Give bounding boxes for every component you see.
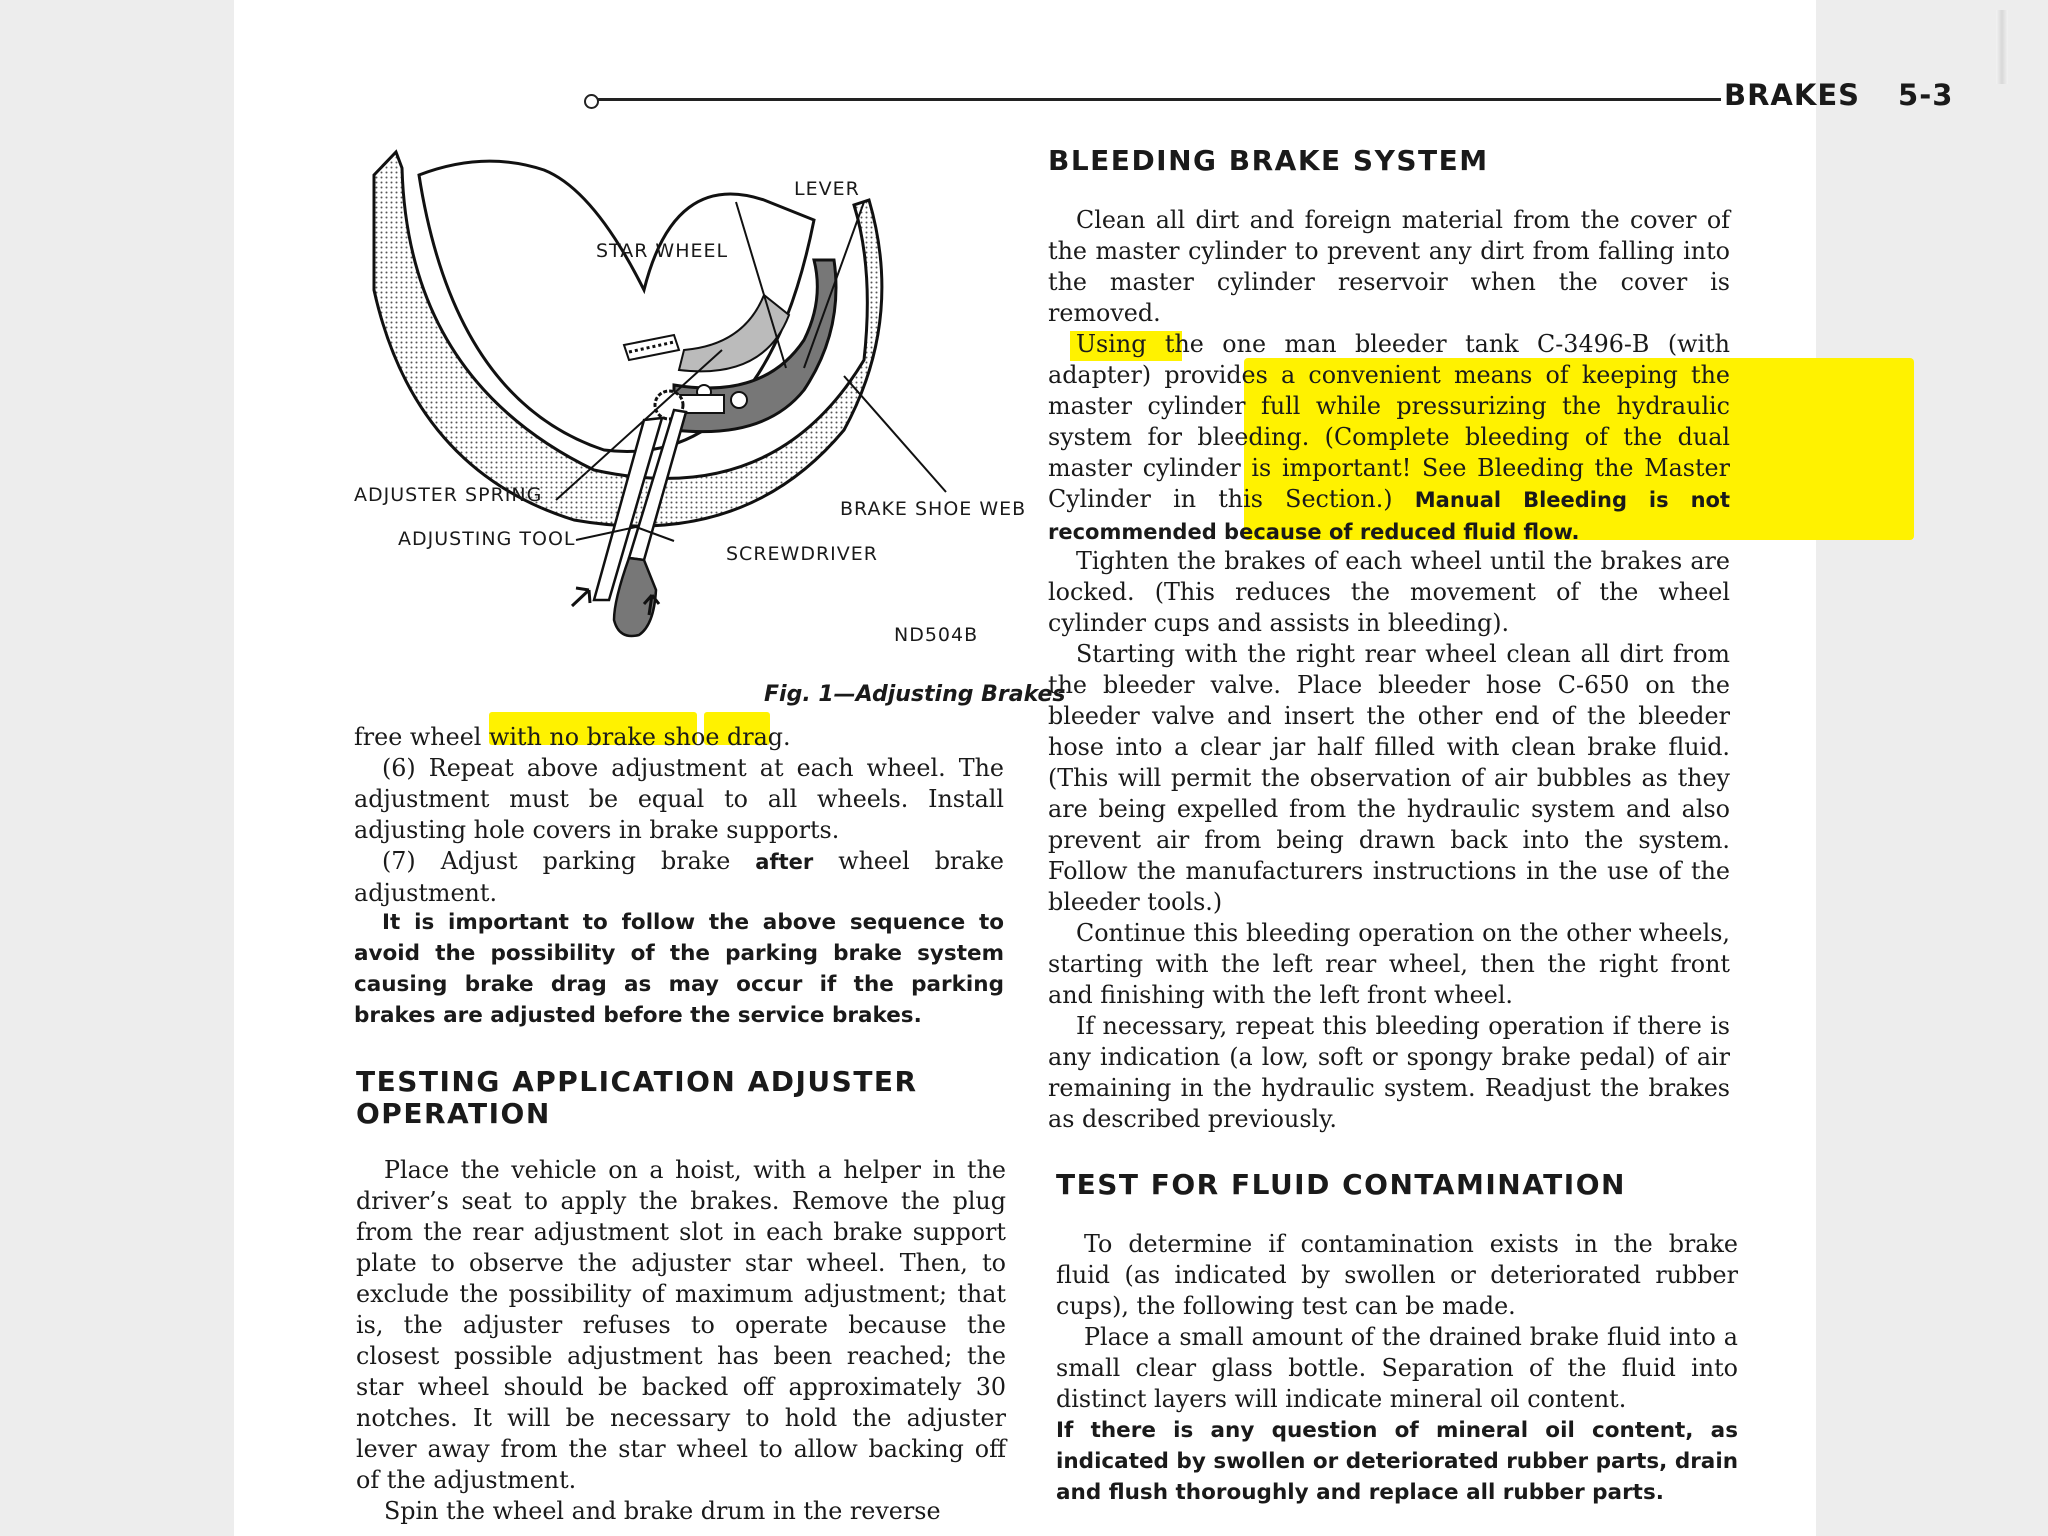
adjusting-brakes-figure (344, 130, 904, 650)
free-wheel-part-a: free wheel (354, 723, 489, 751)
label-adjuster-spring: ADJUSTER SPRING (354, 484, 543, 506)
bleed-paragraph-2 (1048, 329, 1730, 548)
leader-brake-shoe-web (844, 376, 946, 492)
bleed-text-6: If necessary, repeat this bleeding operation if there is any indication (a low, soft or spongy brake pedal) of air remaining in the hydraulic system. Readjust the brakes as described previously. (1048, 1012, 1730, 1133)
heading-testing-line2: OPERATION (356, 1097, 551, 1130)
fluid-warning-text: If there is any question of mineral oil content, as indicated by swollen or deteriorated rubber parts, drain and flush thoroughly and replace all rubber parts. (1056, 1418, 1738, 1505)
fluid-paragraph-1 (1056, 1229, 1738, 1322)
header-rule-circle (584, 94, 599, 109)
motion-arrow-left (572, 588, 590, 606)
shoe-hole-2 (731, 392, 747, 408)
free-wheel-part-c: . (783, 723, 791, 751)
testing-paragraph-2 (356, 1496, 1006, 1527)
bleed-text-2: Using the one man bleeder tank C-3496-B (with adapter) provides a convenient means of keeping the master cylinder full while pressurizing the hydraulic system for bleeding. (Complete bleeding of the dual master cylinder is important! See Bleeding the Master Cylinder in this Section.) (1048, 330, 1730, 513)
testing-text-1: Place the vehicle on a hoist, with a helper in the driver’s seat to apply the brakes. Remove the plug from the rear adjustment slot in each brake support plate to observe the adjuster star wheel. Then, to exclude the possibility of maximum adjustment; that is, the adjuster refuses to operate because the closest possible adjustment has been reached; the star wheel should be backed off approximately 30 notches. It will be necessary to hold the adjuster lever away from the star wheel to allow backing off of the adjustment. (356, 1156, 1006, 1494)
bleed-text-4: Starting with the right rear wheel clean all dirt from the bleeder valve. Place bleeder hose C-650 on the bleeder valve and insert the other end of the bleeder hose into a clear jar half filled with clean brake fluid. (This will permit the observation of air bubbles as they are being expelled from the hydraulic system and also prevent air from being drawn back into the system. Follow the manufacturers instructions in the use of the bleeder tools.) (1048, 640, 1730, 916)
heading-testing-line1: TESTING APPLICATION ADJUSTER (356, 1065, 918, 1098)
fluid-warning (1056, 1415, 1738, 1508)
bleed-paragraph-3 (1048, 546, 1730, 639)
step-7-part-a: (7) Adjust parking brake (382, 847, 756, 875)
label-brake-shoe-web: BRAKE SHOE WEB (840, 498, 1027, 520)
testing-text-2: Spin the wheel and brake drum in the reverse (384, 1497, 941, 1525)
label-adjusting-tool: ADJUSTING TOOL (398, 528, 576, 550)
bleed-text-2-bold: Manual Bleeding is not recommended because of reduced fluid flow. (1048, 488, 1730, 544)
step-7-part-c: wheel brake adjustment. (354, 847, 1004, 907)
bleed-paragraph-5 (1048, 918, 1730, 1011)
label-star-wheel: STAR WHEEL (596, 240, 729, 262)
bleed-paragraph-4 (1048, 639, 1730, 918)
bleed-paragraph-1 (1048, 205, 1730, 329)
bleed-text-3: Tighten the brakes of each wheel until the brakes are locked. (This reduces the movement of the wheel cylinder cups and assists in bleeding). (1048, 547, 1730, 637)
free-wheel-text (354, 722, 1004, 753)
label-figure-code: ND504B (894, 624, 979, 646)
testing-paragraph-1 (356, 1155, 1006, 1496)
step-6-text: (6) Repeat above adjustment at each wheel. The adjustment must be equal to all wheels. Install adjusting hole covers in brake supports. (354, 754, 1004, 844)
manual-page (234, 0, 1954, 1536)
sequence-warning-text: It is important to follow the above sequence to avoid the possibility of the parking brake system causing brake drag as may occur if the parking brakes are adjusted before the service brakes. (354, 910, 1004, 1028)
page-number: 5-3 (1898, 78, 1954, 112)
scan-edge-mark (1996, 10, 2008, 84)
running-head (1724, 78, 1954, 118)
step-6-paragraph (354, 753, 1004, 846)
step-7-bold: after (755, 850, 814, 874)
fluid-text-1: To determine if contamination exists in the brake fluid (as indicated by swollen or deteriorated rubber cups), the following test can be made. (1056, 1230, 1738, 1320)
label-lever: LEVER (794, 178, 860, 200)
step-7-paragraph (354, 846, 1004, 909)
fluid-paragraph-2 (1056, 1322, 1738, 1415)
figure-caption: Fig. 1—Adjusting Brakes (764, 682, 1066, 707)
header-rule (597, 98, 1721, 101)
heading-fluid-contamination: TEST FOR FLUID CONTAMINATION (1056, 1168, 1626, 1201)
heading-bleeding: BLEEDING BRAKE SYSTEM (1048, 144, 1489, 177)
label-screwdriver: SCREWDRIVER (726, 543, 878, 565)
free-wheel-part-b: with no brake shoe drag (488, 723, 784, 751)
sequence-warning (354, 907, 1004, 1031)
section-title: BRAKES (1724, 78, 1861, 112)
bleed-text-1: Clean all dirt and foreign material from the cover of the master cylinder to prevent any dirt from falling into the master cylinder reservoir when the cover is removed. (1048, 206, 1730, 327)
bleed-paragraph-6 (1048, 1011, 1730, 1135)
bleed-text-5: Continue this bleeding operation on the other wheels, starting with the left rear wheel, then the right front and finishing with the left front wheel. (1048, 919, 1730, 1009)
fluid-text-2: Place a small amount of the drained brake fluid into a small clear glass bottle. Separation of the fluid into distinct layers will indicate mineral oil content. (1056, 1323, 1738, 1413)
